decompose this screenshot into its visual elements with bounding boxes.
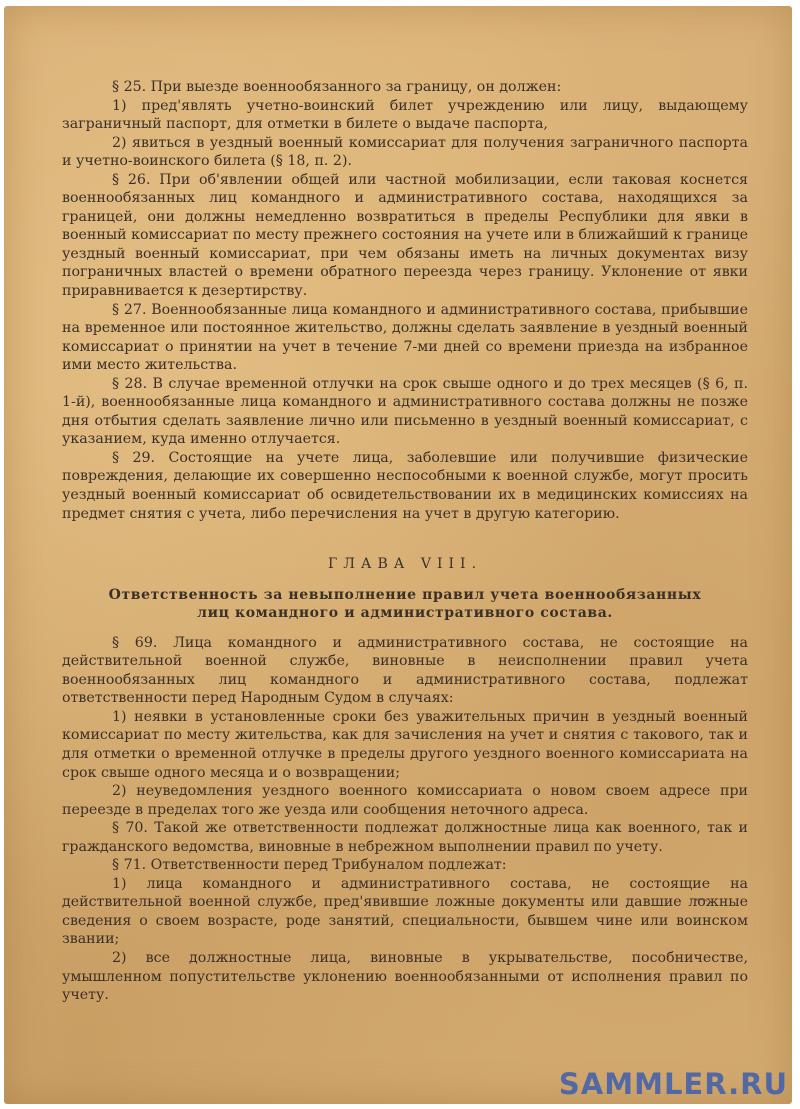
paragraph-71-item-1: 1) лица командного и административного состава, не состоящие на действительной военной службе, пред'явившие ложные документы или давшие ложные сведения о своем возрасте, роде занятий, специальности, бывшем чине или воинском звании; — [62, 875, 748, 948]
paragraph-25-item-2: 2) явиться в уездный военный комиссариат для получения заграничного паспорта и учетно-воинского билета (§ 18, п. 2). — [62, 134, 748, 170]
chapter-title: ГЛАВА VIII. — [327, 556, 483, 573]
paragraph-25-item-1: 1) пред'являть учетно-воинский билет учреждению или лицу, выдающему заграничный паспорт, для отметки в билете о выдаче паспорта, — [62, 97, 748, 133]
paragraph-71-intro: § 71. Ответственности перед Трибуналом подлежат: — [112, 857, 507, 874]
paragraph-29: § 29. Состоящие на учете лица, заболевшие или получившие физические повреждения, делающие их совершенно неспособными к военной службе, могут просить уездный военный комиссариат об освидетельствовании их в медицинских комиссиях на предмет снятия с учета, либо перечисления на учет в другую категорию. — [62, 449, 748, 522]
paragraph-69-item-2: 2) неуведомления уездного военного комиссариата о новом своем адресе при переезде в пределах того же уезда или сообщения неточного адреса. — [62, 783, 748, 818]
paragraph-27: § 27. Военнообязанные лица командного и административного состава, прибывшие на временное или постоянное жительство, должны сделать заявление в уездный военный комиссариат о принятии на учет в течение 7-ми дней со времени приезда на избранное ими место жительства. — [62, 301, 748, 374]
document-text — [62, 78, 748, 1005]
paragraph-70: § 70. Такой же ответственности подлежат должностные лица как военного, так и гражданского ведомства, виновные в небрежном выполнении правил по учету. — [62, 820, 748, 855]
watermark: SAMMLER.RU — [558, 1067, 788, 1101]
document-page — [4, 6, 792, 1104]
paragraph-25-intro: § 25. При выезде военнообязанного за границу, он должен: — [112, 79, 562, 95]
ink-mark — [694, 898, 708, 908]
chapter-heading — [62, 586, 748, 634]
chapter-heading-line-1: Ответственность за невыполнение правил учета военнообязанных — [108, 586, 702, 603]
paragraph-71-item-2: 2) все должностные лица, виновные в укрывательстве, пособничестве, умышленном попустительстве уклонению военнообязанными от исполнения правил по учету. — [62, 949, 748, 1004]
paragraph-69-item-1: 1) неявки в установленные сроки без уважительных причин в уездный военный комиссариат по месту жительства, как для зачисления на учет и снятия с такового, так и для отметки о временной отлучке в пределы другого уездного военного комиссариата на срок свыше одного месяца и о возвращении; — [62, 708, 748, 781]
paragraph-28: § 28. В случае временной отлучки на срок свыше одного и до трех месяцев (§ 6, п. 1-й), военнообязанные лица командного и административного состава должны не позже дня отбытия сделать заявление лично или письменно в уездный военный комиссариат, с указанием, куда именно отлучается. — [62, 375, 748, 448]
paragraph-26: § 26. При об'явлении общей или частной мобилизации, если таковая коснется военнообязанных лиц командного и административного состава, находящихся за границей, они должны немедленно возвратиться в пределы Республики для явки в военный комиссариат по месту прежнего состояния на учете или в ближайший к границе уездный военный комиссариат, при чем обязаны иметь на личных документах визу пограничных властей о времени обратного переезда через границу. Уклонение от явки приравнивается к дезертирству. — [62, 171, 748, 300]
chapter-heading-line-2: лиц командного и административного состава. — [197, 604, 613, 621]
paragraph-69: § 69. Лица командного и административного состава, не состоящие на действительной военной службе, виновные в неисполнении правил учета военнообязанных лиц командного и административного состава, подлежат ответственности перед Народным Судом в случаях: — [62, 634, 748, 707]
